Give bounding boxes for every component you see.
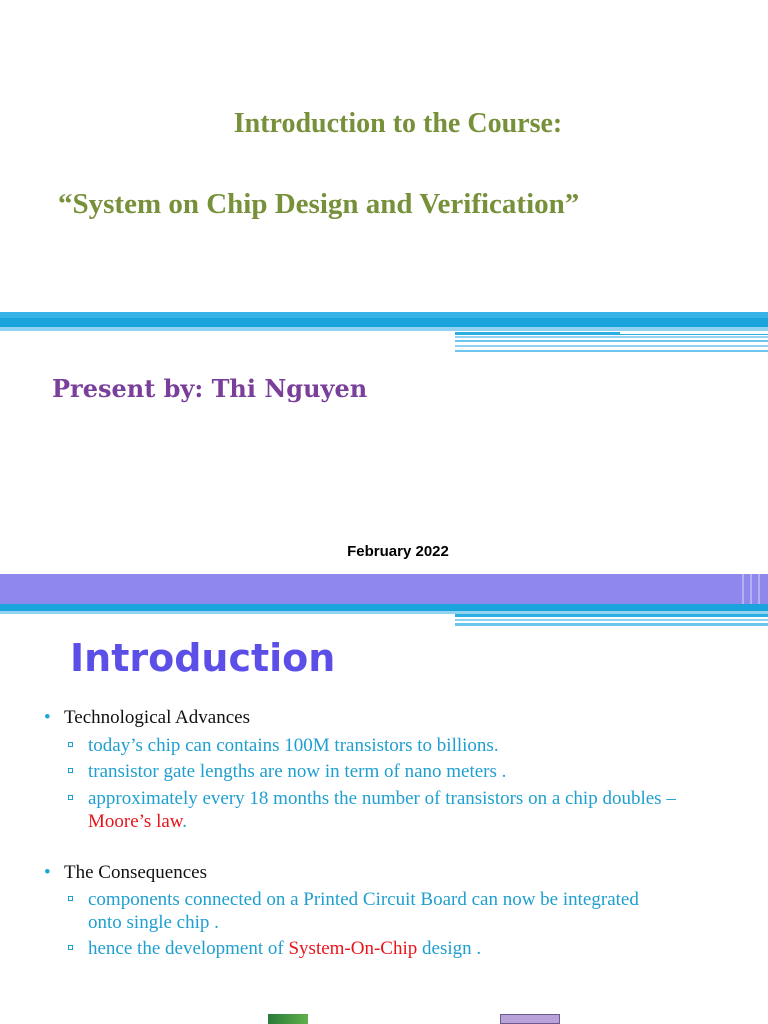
header-band-2 bbox=[0, 574, 768, 630]
section-label: Technological Advances bbox=[64, 707, 250, 728]
bullet-dot-icon: • bbox=[44, 862, 51, 883]
header-band-1 bbox=[0, 305, 768, 355]
list-item-continuation: onto single chip . bbox=[88, 912, 219, 933]
square-bullet-icon bbox=[68, 768, 73, 773]
square-bullet-icon bbox=[68, 742, 73, 747]
circuit-board-image bbox=[268, 1014, 308, 1024]
square-bullet-icon bbox=[68, 896, 73, 901]
slide2-heading: Introduction bbox=[70, 636, 336, 680]
chip-image bbox=[500, 1014, 560, 1024]
section-label: The Consequences bbox=[64, 862, 207, 883]
list-item-continuation: Moore’s law. bbox=[88, 811, 188, 832]
moores-law-term: Moore’s law bbox=[88, 811, 183, 832]
square-bullet-icon bbox=[68, 945, 73, 950]
square-bullet-icon bbox=[68, 795, 73, 800]
slide1-title: Introduction to the Course: bbox=[233, 108, 563, 139]
slide1-date: February 2022 bbox=[347, 543, 449, 560]
bullet-dot-icon: • bbox=[44, 707, 51, 728]
slide1-subtitle: “System on Chip Design and Verification” bbox=[58, 188, 580, 220]
slide1-presenter: Present by: Thi Nguyen bbox=[52, 374, 368, 403]
system-on-chip-term: System-On-Chip bbox=[288, 938, 418, 959]
